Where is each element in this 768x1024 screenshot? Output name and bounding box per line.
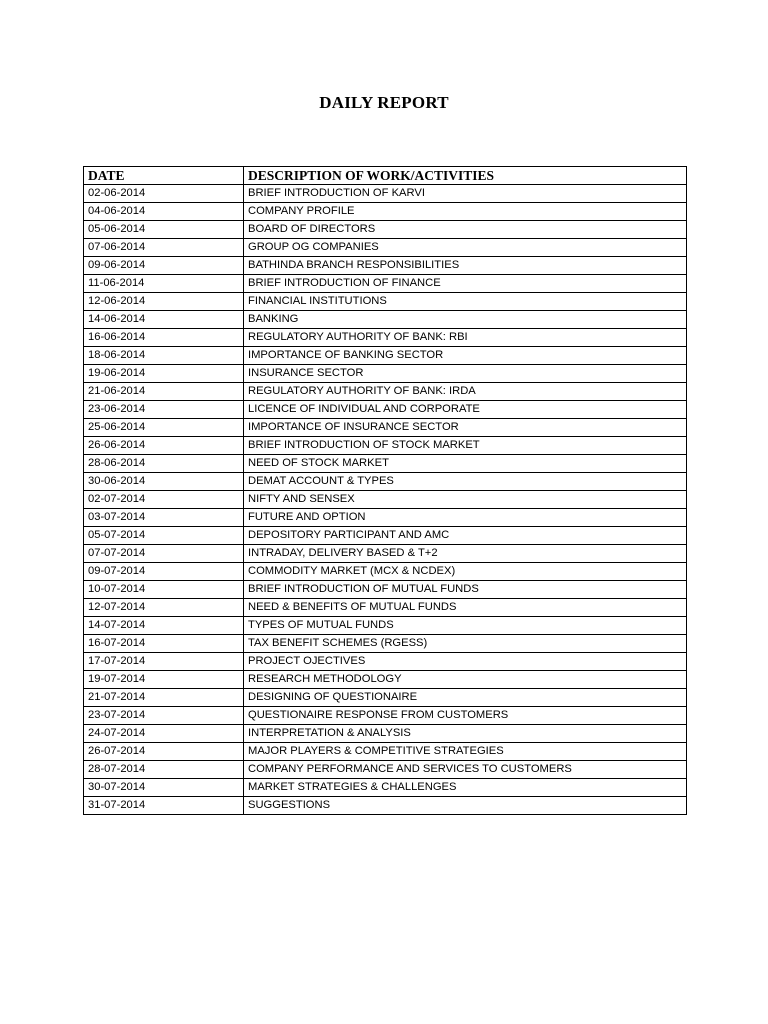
table-row — [84, 599, 687, 617]
date-cell: 24-07-2014 — [84, 725, 244, 743]
description-cell: IMPORTANCE OF INSURANCE SECTOR — [244, 419, 687, 437]
table-row — [84, 563, 687, 581]
description-cell: BRIEF INTRODUCTION OF FINANCE — [244, 275, 687, 293]
date-cell: 12-07-2014 — [84, 599, 244, 617]
date-cell: 02-07-2014 — [84, 491, 244, 509]
date-cell: 04-06-2014 — [84, 203, 244, 221]
table-row — [84, 671, 687, 689]
date-cell: 02-06-2014 — [84, 185, 244, 203]
date-column-header: DATE — [84, 167, 244, 185]
description-cell: COMPANY PERFORMANCE AND SERVICES TO CUSTOMERS — [244, 761, 687, 779]
date-cell: 12-06-2014 — [84, 293, 244, 311]
date-cell: 14-07-2014 — [84, 617, 244, 635]
description-cell: COMPANY PROFILE — [244, 203, 687, 221]
table-header — [84, 167, 687, 185]
description-column-header: DESCRIPTION OF WORK/ACTIVITIES — [244, 167, 687, 185]
date-cell: 28-06-2014 — [84, 455, 244, 473]
description-cell: INTRADAY, DELIVERY BASED & T+2 — [244, 545, 687, 563]
description-cell: TAX BENEFIT SCHEMES (RGESS) — [244, 635, 687, 653]
description-cell: NEED & BENEFITS OF MUTUAL FUNDS — [244, 599, 687, 617]
table-row — [84, 365, 687, 383]
description-cell: BATHINDA BRANCH RESPONSIBILITIES — [244, 257, 687, 275]
date-cell: 19-07-2014 — [84, 671, 244, 689]
description-cell: BRIEF INTRODUCTION OF KARVI — [244, 185, 687, 203]
table-row — [84, 437, 687, 455]
description-cell: IMPORTANCE OF BANKING SECTOR — [244, 347, 687, 365]
description-cell: TYPES OF MUTUAL FUNDS — [244, 617, 687, 635]
table-row — [84, 383, 687, 401]
date-cell: 18-06-2014 — [84, 347, 244, 365]
date-cell: 23-07-2014 — [84, 707, 244, 725]
date-cell: 21-07-2014 — [84, 689, 244, 707]
table-row — [84, 653, 687, 671]
date-cell: 31-07-2014 — [84, 797, 244, 815]
description-cell: GROUP OG COMPANIES — [244, 239, 687, 257]
table-row — [84, 275, 687, 293]
date-cell: 17-07-2014 — [84, 653, 244, 671]
date-cell: 21-06-2014 — [84, 383, 244, 401]
description-cell: COMMODITY MARKET (MCX & NCDEX) — [244, 563, 687, 581]
description-cell: INSURANCE SECTOR — [244, 365, 687, 383]
table-row — [84, 527, 687, 545]
date-cell: 05-07-2014 — [84, 527, 244, 545]
table-row — [84, 293, 687, 311]
table-row — [84, 221, 687, 239]
date-cell: 07-06-2014 — [84, 239, 244, 257]
table-row — [84, 689, 687, 707]
table-row — [84, 725, 687, 743]
description-cell: LICENCE OF INDIVIDUAL AND CORPORATE — [244, 401, 687, 419]
header-row — [84, 167, 687, 185]
date-cell: 30-07-2014 — [84, 779, 244, 797]
date-cell: 28-07-2014 — [84, 761, 244, 779]
date-cell: 05-06-2014 — [84, 221, 244, 239]
description-cell: NEED OF STOCK MARKET — [244, 455, 687, 473]
date-cell: 30-06-2014 — [84, 473, 244, 491]
date-cell: 19-06-2014 — [84, 365, 244, 383]
description-cell: REGULATORY AUTHORITY OF BANK: RBI — [244, 329, 687, 347]
date-cell: 16-07-2014 — [84, 635, 244, 653]
table-row — [84, 401, 687, 419]
description-cell: BRIEF INTRODUCTION OF STOCK MARKET — [244, 437, 687, 455]
table-row — [84, 329, 687, 347]
table-row — [84, 419, 687, 437]
description-cell: BRIEF INTRODUCTION OF MUTUAL FUNDS — [244, 581, 687, 599]
description-cell: RESEARCH METHODOLOGY — [244, 671, 687, 689]
table-row — [84, 185, 687, 203]
table-row — [84, 311, 687, 329]
description-cell: BANKING — [244, 311, 687, 329]
page-title: DAILY REPORT — [319, 93, 449, 112]
description-cell: REGULATORY AUTHORITY OF BANK: IRDA — [244, 383, 687, 401]
table-body — [84, 185, 687, 815]
description-cell: PROJECT OJECTIVES — [244, 653, 687, 671]
description-cell: FUTURE AND OPTION — [244, 509, 687, 527]
table-row — [84, 509, 687, 527]
date-cell: 10-07-2014 — [84, 581, 244, 599]
table-row — [84, 473, 687, 491]
date-cell: 23-06-2014 — [84, 401, 244, 419]
table-row — [84, 635, 687, 653]
table-row — [84, 743, 687, 761]
description-cell: QUESTIONAIRE RESPONSE FROM CUSTOMERS — [244, 707, 687, 725]
description-cell: DEMAT ACCOUNT & TYPES — [244, 473, 687, 491]
table-row — [84, 203, 687, 221]
table-row — [84, 491, 687, 509]
date-cell: 16-06-2014 — [84, 329, 244, 347]
description-cell: MARKET STRATEGIES & CHALLENGES — [244, 779, 687, 797]
description-cell: BOARD OF DIRECTORS — [244, 221, 687, 239]
description-cell: MAJOR PLAYERS & COMPETITIVE STRATEGIES — [244, 743, 687, 761]
table-row — [84, 239, 687, 257]
date-cell: 14-06-2014 — [84, 311, 244, 329]
table-row — [84, 581, 687, 599]
table-row — [84, 347, 687, 365]
date-cell: 07-07-2014 — [84, 545, 244, 563]
date-cell: 25-06-2014 — [84, 419, 244, 437]
description-cell: SUGGESTIONS — [244, 797, 687, 815]
table-row — [84, 455, 687, 473]
description-cell: DEPOSITORY PARTICIPANT AND AMC — [244, 527, 687, 545]
daily-report-table — [83, 166, 687, 815]
table-row — [84, 545, 687, 563]
table-row — [84, 257, 687, 275]
table-row — [84, 617, 687, 635]
description-cell: NIFTY AND SENSEX — [244, 491, 687, 509]
date-cell: 03-07-2014 — [84, 509, 244, 527]
table-row — [84, 761, 687, 779]
date-cell: 26-06-2014 — [84, 437, 244, 455]
date-cell: 11-06-2014 — [84, 275, 244, 293]
date-cell: 09-07-2014 — [84, 563, 244, 581]
table-row — [84, 707, 687, 725]
date-cell: 26-07-2014 — [84, 743, 244, 761]
table-row — [84, 797, 687, 815]
description-cell: FINANCIAL INSTITUTIONS — [244, 293, 687, 311]
date-cell: 09-06-2014 — [84, 257, 244, 275]
table-row — [84, 779, 687, 797]
description-cell: DESIGNING OF QUESTIONAIRE — [244, 689, 687, 707]
description-cell: INTERPRETATION & ANALYSIS — [244, 725, 687, 743]
